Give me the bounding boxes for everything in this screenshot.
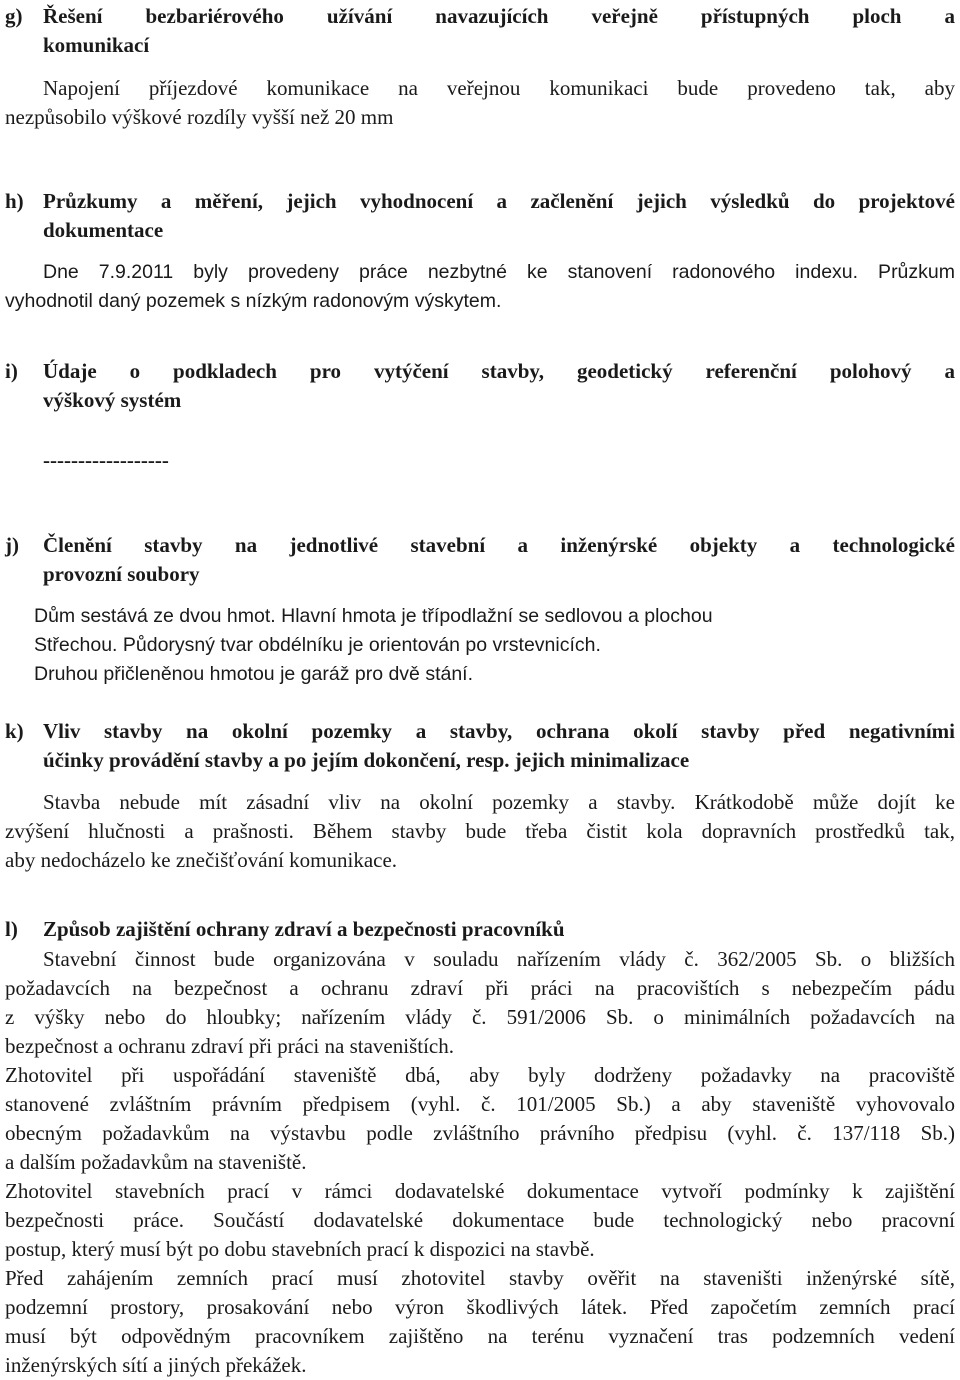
section-k-title-line2: účinky provádění stavby a po jejím dokončení, resp. jejich minimalizace <box>43 748 690 772</box>
section-h-body-line2: vyhodnotil daný pozemek s nízkým radonovým výskytem. <box>5 290 502 312</box>
section-k-body-line1: Stavba nebude mít zásadní vliv na okolní pozemky a stavby. Krátkodobě může dojít ke <box>43 790 955 814</box>
section-j-title-line1: Členění stavby na jednotlivé stavební a inženýrské objekty a technologické <box>43 533 955 557</box>
section-l-p2-line2: stanovené zvláštním právním předpisem (vyhl. č. 101/2005 Sb.) a aby staveniště vyhovovalo <box>5 1092 955 1116</box>
section-k-body <box>5 788 955 875</box>
section-g-body <box>5 74 955 132</box>
section-l-p1-line2: požadavcích na bezpečnost a ochranu zdraví při práci na pracovištích s nebezpečím pádu <box>5 976 955 1000</box>
section-j-body-line1: Dům sestává ze dvou hmot. Hlavní hmota je třípodlažní se sedlovou a plochou <box>34 605 713 627</box>
section-j-body <box>5 602 955 689</box>
section-j-body-line3: Druhou přičleněnou hmotou je garáž pro dvě stání. <box>34 663 474 685</box>
section-i-placeholder-dashes: ------------------ <box>43 448 169 472</box>
section-l-p4-line4: inženýrských sítí a jiných překážek. <box>5 1353 307 1377</box>
section-l-p2-line3: obecným požadavkům na výstavbu podle zvláštního právního předpisu (vyhl. č. 137/118 Sb.) <box>5 1121 955 1145</box>
section-j-heading <box>5 531 955 589</box>
section-k-body-line3: aby nedocházelo ke znečišťování komunikace. <box>5 848 398 872</box>
section-l-p4-line3: musí být odpovědným pracovníkem zajištěno na terénu vyznačení tras podzemních vedení <box>5 1324 955 1348</box>
section-j-body-line2: Střechou. Půdorysný tvar obdélníku je orientován po vrstevnicích. <box>34 634 601 656</box>
section-h-title-line1: Průzkumy a měření, jejich vyhodnocení a začlenění jejich výsledků do projektové <box>43 189 955 213</box>
section-g-body-line1: Napojení příjezdové komunikace na veřejnou komunikaci bude provedeno tak, aby <box>43 76 955 100</box>
section-l-p2-line1: Zhotovitel při uspořádání staveniště dbá, aby byly dodrženy požadavky na pracoviště <box>5 1063 955 1087</box>
section-i-letter: i) <box>5 359 18 383</box>
section-l-p3-line2: bezpečnosti práce. Součástí dodavatelské dokumentace bude technologický nebo pracovní <box>5 1208 955 1232</box>
section-l-p1-line1: Stavební činnost bude organizována v souladu nařízením vlády č. 362/2005 Sb. o bližších <box>43 947 955 971</box>
section-g-body-line2: nezpůsobilo výškové rozdíly vyšší než 20 mm <box>5 105 394 129</box>
section-l-p3-line3: postup, který musí být po dobu stavebních prací k dispozici na stavbě. <box>5 1237 595 1261</box>
section-h-body-line1: Dne 7.9.2011 byly provedeny práce nezbytné ke stanovení radonového indexu. Průzkum <box>43 261 955 283</box>
section-l-heading <box>5 915 955 944</box>
section-i-title-line2: výškový systém <box>43 388 182 412</box>
section-i-heading <box>5 357 955 415</box>
section-l-p4-line1: Před zahájením zemních prací musí zhotovitel stavby ověřit na staveništi inženýrské sítě, <box>5 1266 955 1290</box>
section-i-title-line1: Údaje o podkladech pro vytýčení stavby, geodetický referenční polohový a <box>43 359 955 383</box>
section-j-letter: j) <box>5 533 19 557</box>
section-l-title: Způsob zajištění ochrany zdraví a bezpečnosti pracovníků <box>43 917 565 941</box>
section-l-letter: l) <box>5 917 18 941</box>
section-g-title-line1: Řešení bezbariérového užívání navazujících veřejně přístupných ploch a <box>43 4 955 28</box>
section-l-p1-line3: z výšky nebo do hloubky; nařízením vlády č. 591/2006 Sb. o minimálních požadavcích na <box>5 1005 955 1029</box>
section-k-body-line2: zvýšení hlučnosti a prašnosti. Během stavby bude třeba čistit kola dopravních prostředků tak, <box>5 819 955 843</box>
section-g-letter: g) <box>5 4 23 28</box>
section-h-heading <box>5 187 955 245</box>
section-g-heading <box>5 2 955 60</box>
section-h-title-line2: dokumentace <box>43 218 164 242</box>
section-h-body <box>5 258 955 316</box>
section-k-title-line1: Vliv stavby na okolní pozemky a stavby, ochrana okolí stavby před negativními <box>43 719 955 743</box>
section-l-p4-line2: podzemní prostory, prosakování nebo výron škodlivých látek. Před započetím zemních prací <box>5 1295 955 1319</box>
section-g-title-line2: komunikací <box>43 33 150 57</box>
section-l-p1-line4: bezpečnost a ochranu zdraví při práci na staveništích. <box>5 1034 454 1058</box>
section-l-p2-line4: a dalším požadavkům na staveniště. <box>5 1150 307 1174</box>
section-l-body <box>5 945 955 1380</box>
section-j-title-line2: provozní soubory <box>43 562 200 586</box>
section-l-p3-line1: Zhotovitel stavebních prací v rámci dodavatelské dokumentace vytvoří podmínky k zajištění <box>5 1179 955 1203</box>
section-k-heading <box>5 717 955 775</box>
section-h-letter: h) <box>5 189 24 213</box>
section-k-letter: k) <box>5 719 24 743</box>
